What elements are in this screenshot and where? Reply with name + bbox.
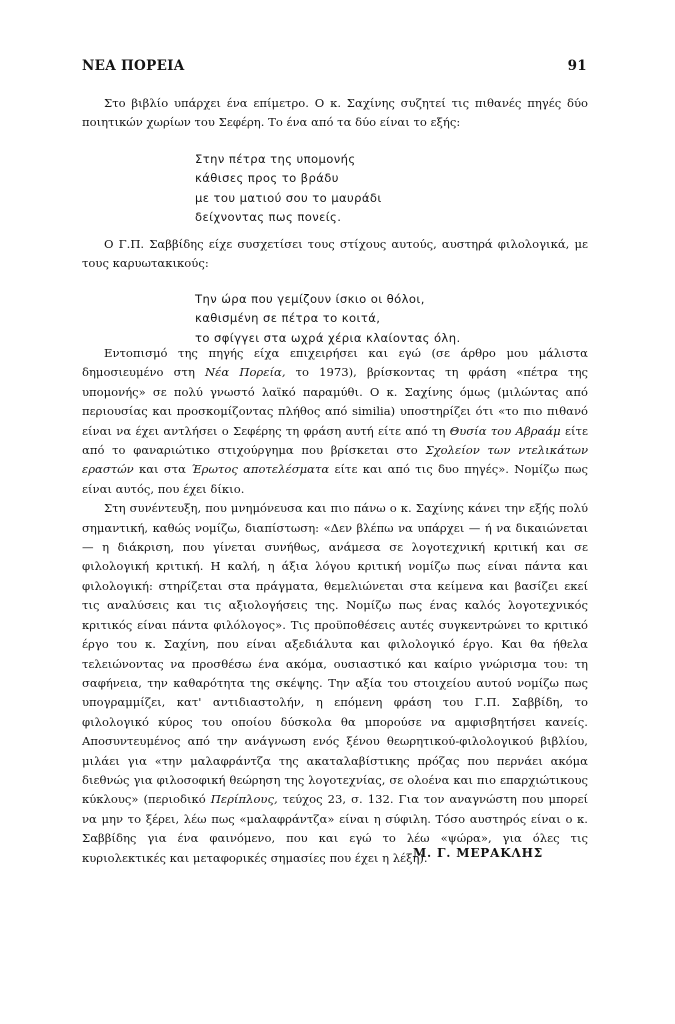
mid-paragraph: Ο Γ.Π. Σαββίδης είχε συσχετίσει τους στίχους αυτούς, αυστηρά φιλολογικά, με τους καρυωτακικούς: — [82, 237, 588, 271]
poem-line: καθισμένη σε πέτρα το κοιτά, — [195, 311, 381, 326]
seferis-poem-quote — [195, 150, 382, 228]
poem-line: δείχνοντας πως πονείς. — [195, 210, 342, 225]
text-run: Στη συνέντευξη, που μνημόνευσα και πιο πάνω ο κ. Σαχίνης κάνει την εξής πολύ σημαντική, καθώς νομίζω, διαπίστωση: «Δεν βλέπω να υπάρχει — ή να δικαιώνεται — η διάκριση, που γίνεται συνήθως, ανάμεσα σε λογοτεχνική κριτική και σε φιλολογική κριτική. Η καλή, η άξια λόγου κριτική νομίζω πως είναι πάντα και φιλολογική: στηρίζεται στα πράγματα, θεμελιώνεται στα κείμενα και βασίζει εκεί τις αναλύσεις και τις αξιολογήσεις της. Νομίζω πως ένας καλός λογοτεχνικός κριτικός είναι πάντα φιλόλογος». Τις προϋποθέσεις αυτές συγκεντρώνει το κριτικό έργο του κ. Σαχίνη, που είναι αξεδιάλυτα και φιλολογικό έργο. Και θα ήθελα τελειώνοντας να προσθέσω ένα ακόμα, ουσιαστικό και καίριο γνώρισμα του: τη σαφήνεια, την καθαρότητα της σκέψης. Την αξία του στοιχείου αυτού νομίζω πως υπογραμμίζει, κατ' αντιδιαστολήν, η επόμενη φράση του Γ.Π. Σαββίδη, το φιλολογικό κύρος του οποίου δύσκολα θα μπορούσε να αμφισβητήσει κανείς. Αποσυντευμένος από την ανάγνωση ενός ξένου θεωρητικού-φιλολογικού βιβλίου, μιλάει για «την μαλαφράντζα της ακαταλαβίστικης πρόζας που περνάει ακόμα διεθνώς για φιλοσοφική θεώρηση της λογοτεχνίας, σε ολοένα και πιο επαρχιώτικους κύκλους» (περιοδικό — [82, 501, 588, 807]
text-run: είτε και από τις δυο πηγές». Νομίζω πως είναι αυτός, που έχει δίκιο. — [82, 462, 588, 496]
text-run: Εντοπισμό της πηγής είχα επιχειρήσει και εγώ (σε άρθρο μου μάλιστα δημοσιευμένο στη — [82, 346, 588, 380]
source-paragraph — [82, 344, 588, 499]
mid-paragraph-block — [82, 235, 588, 274]
work-title-italic: Σχολείον των ντελικάτων εραστών — [82, 443, 589, 477]
poem-line: κάθισες προς το βράδυ — [195, 171, 339, 186]
author-signature: Μ. Γ. ΜΕΡΑΚΛΗΣ — [412, 846, 543, 860]
interview-paragraph — [82, 499, 588, 868]
journal-title: ΝΕΑ ΠΟΡΕΙΑ — [82, 58, 185, 74]
page-number: 91 — [567, 58, 587, 74]
journal-title-italic: Περίπλους, — [210, 792, 278, 807]
journal-title-italic: Νέα Πορεία, — [205, 365, 286, 380]
text-run: το 1973), βρίσκοντας τη φράση «πέτρα της υπομονής» σε πολύ γνωστό λαϊκό παραμύθι. Ο κ. Σαχίνης όμως (μιλώντας από περιουσίας και προσκομίζοντας πλήθος από similia) υποστηρίζει ότι «το πιο πιθανό είναι να έχει αντλήσει ο Σεφέρης τη φράση αυτή είτε από τη — [82, 365, 589, 438]
poem-line: Την ώρα που γεμίζουν ίσκιο οι θόλοι, — [195, 292, 425, 306]
work-title-italic: Θυσία του Αβραάμ — [449, 423, 561, 438]
intro-paragraph: Στο βιβλίο υπάρχει ένα επίμετρο. Ο κ. Σαχίνης συζητεί τις πιθανές πηγές δύο ποιητικών χωρίων του Σεφέρη. Το ένα από τα δύο είναι το εξής: — [82, 96, 588, 130]
poem-line: το σφίγγει στα ωχρά χέρια κλαίοντας όλη. — [195, 330, 461, 345]
text-run: είτε από το φαναριώτικο στιχούργημα που βρίσκεται στο — [82, 423, 588, 458]
karyotakis-poem-quote — [195, 290, 461, 348]
main-text-block — [82, 344, 588, 868]
poem-line: Στην πέτρα της υπομονής — [195, 152, 356, 166]
text-run: και στα — [133, 462, 192, 477]
text-run: τεύχος 23, σ. 132. Για τον αναγνώστη που μπορεί να μην το ξέρει, λέω πως «μαλαφράντζα» είναι η σύφιλη. Τόσο αυστηρός είναι ο κ. Σαββίδης για ένα φαινόμενο, που και εγώ το λέω «ψώρα», για όλες τις κυριολεκτικές και μεταφορικές σημασίες που έχει η λέξη). — [82, 792, 588, 865]
intro-paragraph-block — [82, 94, 588, 133]
page-header — [82, 58, 587, 74]
work-title-italic: Έρωτος αποτελέσματα — [191, 462, 330, 477]
poem-line: με του ματιού σου το μαυράδι — [195, 190, 382, 205]
